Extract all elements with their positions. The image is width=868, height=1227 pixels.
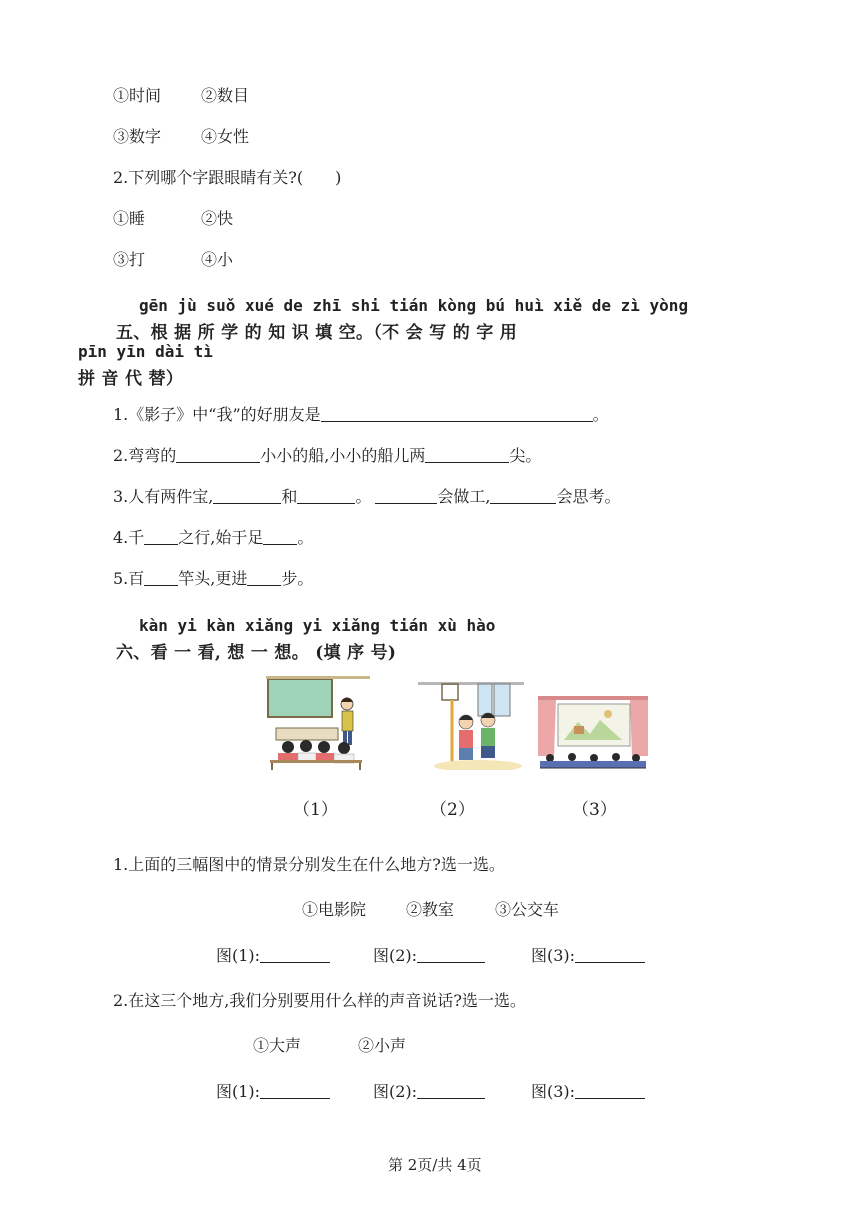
section5-heading-line2: 拼 音 代 替） xyxy=(78,369,184,389)
image-caption-1: （1） xyxy=(293,800,338,820)
option-loud: ①大声 xyxy=(253,1036,302,1055)
option-sleep: ①睡 xyxy=(113,209,146,228)
fill-item-1: 1.《影子》中“我”的好朋友是 。 xyxy=(113,405,609,424)
section5-pinyin-line2: pīn yīn dài tì xyxy=(78,342,213,361)
section6-question-2-stem: 2.在这三个地方,我们分别要用什么样的声音说话?选一选。 xyxy=(113,991,526,1010)
answer-image-3-voice: 图(3): xyxy=(531,1079,645,1102)
answer-blank[interactable] xyxy=(375,489,437,504)
answer-blank[interactable] xyxy=(176,448,260,463)
answer-blank[interactable] xyxy=(213,489,281,504)
cinema-illustration xyxy=(538,696,648,772)
classroom-illustration xyxy=(266,676,370,770)
answer-blank[interactable] xyxy=(417,948,485,963)
option-hit: ③打 xyxy=(113,250,146,269)
bus-illustration xyxy=(418,674,524,770)
answer-blank[interactable] xyxy=(417,1084,485,1099)
answer-blank[interactable] xyxy=(260,1084,330,1099)
answer-blank[interactable] xyxy=(575,1084,645,1099)
option-quiet: ②小声 xyxy=(358,1036,407,1055)
option-classroom: ②教室 xyxy=(406,900,455,919)
answer-image-1-voice: 图(1): xyxy=(216,1079,330,1102)
answer-blank[interactable] xyxy=(247,571,281,586)
fill-item-4: 4.千 之行,始于足 。 xyxy=(113,528,314,547)
fill-item-3: 3.人有两件宝, 和 。 会做工, 会思考。 xyxy=(113,487,621,506)
answer-blank[interactable] xyxy=(260,948,330,963)
option-female: ④女性 xyxy=(201,127,250,146)
option-digit: ③数字 xyxy=(113,127,162,146)
answer-blank[interactable] xyxy=(263,530,297,545)
fill-item-1-text: 1.《影子》中“我”的好朋友是 xyxy=(113,405,321,424)
answer-image-1: 图(1): xyxy=(216,943,330,966)
option-fast: ②快 xyxy=(201,209,234,228)
section6-pinyin: kàn yi kàn xiǎng yi xiǎng tián xù hào xyxy=(139,616,496,635)
answer-image-2: 图(2): xyxy=(373,943,485,966)
answer-blank[interactable] xyxy=(144,530,178,545)
section6-question-1-stem: 1.上面的三幅图中的情景分别发生在什么地方?选一选。 xyxy=(113,855,505,874)
answer-blank[interactable] xyxy=(297,489,355,504)
page-footer: 第 2页/共 4页 xyxy=(388,1156,482,1174)
image-caption-2: （2） xyxy=(430,800,475,820)
answer-blank[interactable] xyxy=(425,448,509,463)
section5-heading-line1: 五、根 据 所 学 的 知 识 填 空。（不 会 写 的 字 用 xyxy=(116,323,518,343)
fill-item-2: 2.弯弯的 小小的船,小小的船儿两 尖。 xyxy=(113,446,542,465)
answer-blank[interactable] xyxy=(321,407,593,422)
section6-heading: 六、看 一 看, 想 一 想。 (填 序 号) xyxy=(116,643,397,663)
answer-blank[interactable] xyxy=(490,489,556,504)
question-2-stem: 2.下列哪个字跟眼睛有关?( ) xyxy=(113,168,342,187)
option-time: ①时间 xyxy=(113,86,162,105)
option-small: ④小 xyxy=(201,250,234,269)
option-number-count: ②数目 xyxy=(201,86,250,105)
fill-item-5: 5.百 竿头,更进 步。 xyxy=(113,569,314,588)
option-cinema: ①电影院 xyxy=(302,900,367,919)
answer-blank[interactable] xyxy=(144,571,178,586)
answer-blank[interactable] xyxy=(575,948,645,963)
section5-pinyin-line1: gēn jù suǒ xué de zhī shi tián kòng bú huì xiě de zì yòng xyxy=(139,296,689,315)
answer-image-2-voice: 图(2): xyxy=(373,1079,485,1102)
image-caption-3: （3） xyxy=(572,800,617,820)
option-bus: ③公交车 xyxy=(495,900,560,919)
answer-image-3: 图(3): xyxy=(531,943,645,966)
